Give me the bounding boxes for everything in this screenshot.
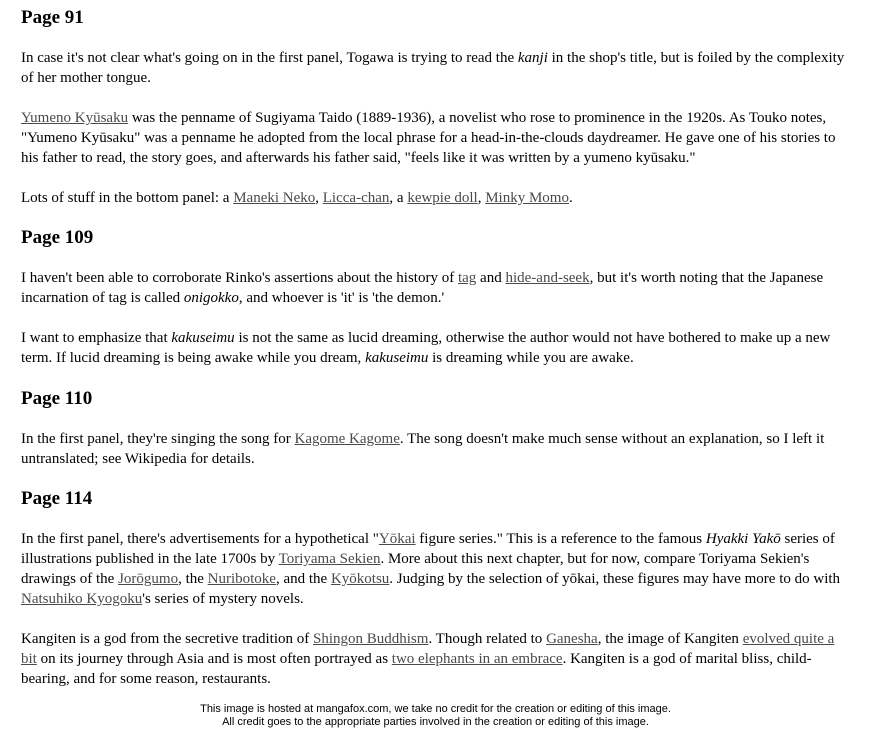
text-run: In the first panel, they're singing the song for	[21, 431, 295, 447]
emphasized-term: onigokko	[183, 290, 239, 306]
link-yumeno-kyusaku[interactable]: Yumeno Kyūsaku	[21, 110, 129, 126]
link-hide-and-seek[interactable]: hide-and-seek	[505, 270, 590, 286]
link-ganesha[interactable]: Ganesha	[546, 631, 598, 647]
paragraph	[21, 328, 851, 368]
text-run: , and whoever is 'it' is 'the demon.'	[238, 290, 445, 306]
text-run: . More about this next chapter, but for now, compare Toriyama Sekien's drawings of the	[21, 551, 810, 587]
link-tag[interactable]: tag	[457, 270, 477, 286]
paragraph	[21, 48, 851, 88]
text-run: , the	[178, 571, 208, 587]
text-run: in the shop's title, but is foiled by the complexity of her mother tongue.	[21, 50, 845, 86]
link-kagome-kagome[interactable]: Kagome Kagome	[294, 431, 400, 447]
link-yokai[interactable]: Yōkai	[378, 531, 416, 547]
emphasized-term: Hyakki Yakō	[705, 531, 781, 547]
text-run: I want to emphasize that	[21, 330, 172, 346]
text-run: is dreaming while you are awake.	[428, 350, 634, 366]
link-licca-chan[interactable]: Licca-chan	[322, 190, 390, 206]
paragraph	[21, 429, 851, 469]
paragraph	[21, 188, 573, 208]
link-jorogumo[interactable]: Jorōgumo	[118, 571, 179, 587]
text-run: on its journey through Asia and is most often portrayed as	[36, 651, 392, 667]
paragraph	[21, 108, 851, 168]
text-run: ,	[477, 190, 486, 206]
text-run: I haven't been able to corroborate Rinko's assertions about the history of	[21, 270, 458, 286]
text-run: .	[568, 190, 573, 206]
link-two-elephants-in-an-embrace[interactable]: two elephants in an embrace	[391, 651, 563, 667]
text-run: In the first panel, there's advertisements for a hypothetical "	[21, 531, 379, 547]
text-run: . Though related to	[428, 631, 547, 647]
text-run: , and the	[275, 571, 331, 587]
text-run: . The song doesn't make much sense without an explanation, so I left it untranslated; see Wikipedia for details.	[21, 431, 825, 467]
text-run: . Kangiten is a god of marital bliss, child-bearing, and for some reason, restaurants.	[21, 651, 812, 687]
hosting-credit-footer	[0, 703, 871, 729]
paragraph	[21, 529, 851, 609]
section-heading-page-91: Page 91	[21, 7, 84, 28]
link-minky-momo[interactable]: Minky Momo	[485, 190, 569, 206]
link-natsuhiko-kyogoku[interactable]: Natsuhiko Kyogoku	[21, 591, 143, 607]
text-run: was the penname of Sugiyama Taido (1889-1936), a novelist who rose to prominence in the 1920s. As Touko notes, "Yumeno Kyūsaku" was a penname he adopted from the local phrase for a head-in-the-clouds daydreamer. He gave one of his stories to his father to read, the story goes, and afterwards his father said, "feels like it was written by a yumeno kyūsaku."	[21, 110, 836, 166]
text-run: and	[476, 270, 506, 286]
text-run: Kangiten is a god from the secretive tradition of	[21, 631, 313, 647]
link-shingon-buddhism[interactable]: Shingon Buddhism	[313, 631, 429, 647]
text-run: is not the same as lucid dreaming, otherwise the author would not have bothered to make up a new term. If lucid dreaming is being awake while you dream,	[21, 330, 831, 366]
emphasized-term: kanji	[517, 50, 548, 66]
link-nuribotoke[interactable]: Nuribotoke	[207, 571, 276, 587]
credit-line-1: This image is hosted at mangafox.com, we take no credit for the creation or editing of this image.	[200, 703, 671, 715]
text-run: ,	[315, 190, 323, 206]
link-evolved-quite-a-bit[interactable]: evolved quite a bit	[21, 631, 835, 667]
text-run: , a	[389, 190, 408, 206]
text-run: , but it's worth noting that the Japanese incarnation of tag is called	[21, 270, 824, 306]
link-maneki-neko[interactable]: Maneki Neko	[233, 190, 316, 206]
text-run: figure series." This is a reference to the famous	[415, 531, 706, 547]
text-run: , the image of Kangiten	[597, 631, 743, 647]
link-kyokotsu[interactable]: Kyōkotsu	[330, 571, 390, 587]
section-heading-page-110: Page 110	[21, 388, 93, 409]
emphasized-term: kakuseimu	[171, 330, 235, 346]
text-run: . Judging by the selection of yōkai, these figures may have more to do with	[389, 571, 841, 587]
link-kewpie-doll[interactable]: kewpie doll	[407, 190, 478, 206]
text-run: series of illustrations published in the late 1700s by	[21, 531, 835, 567]
section-heading-page-109: Page 109	[21, 227, 94, 248]
text-run: In case it's not clear what's going on in the first panel, Togawa is trying to read the	[21, 50, 518, 66]
text-run: 's series of mystery novels.	[142, 591, 304, 607]
paragraph	[21, 268, 851, 308]
text-run: Lots of stuff in the bottom panel: a	[21, 190, 234, 206]
section-heading-page-114: Page 114	[21, 488, 93, 509]
link-toriyama-sekien[interactable]: Toriyama Sekien	[278, 551, 381, 567]
emphasized-term: kakuseimu	[365, 350, 429, 366]
credit-line-2: All credit goes to the appropriate parties involved in the creation or editing of this image.	[222, 716, 649, 728]
paragraph	[21, 629, 851, 689]
